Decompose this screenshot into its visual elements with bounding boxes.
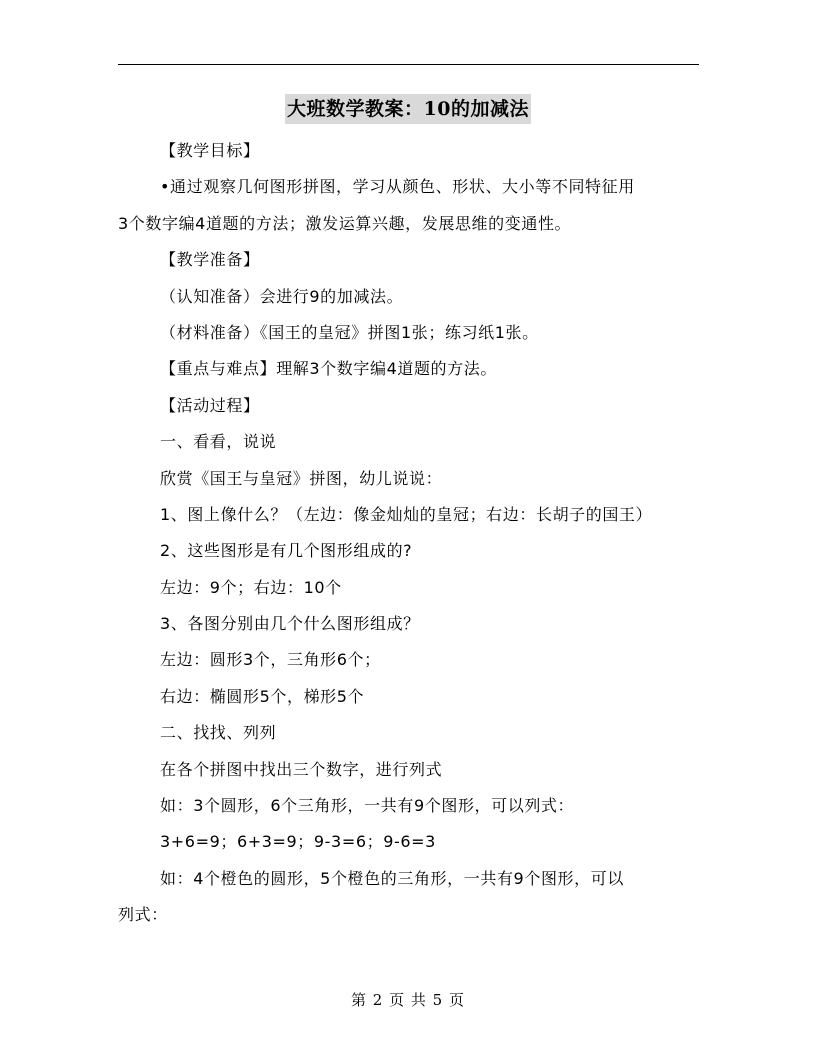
subheading-look-and-say: 一、看看，说说 bbox=[160, 432, 277, 452]
section-heading-preparation: 【教学准备】 bbox=[160, 250, 260, 270]
header-rule bbox=[118, 64, 699, 65]
paragraph-answer-3-right: 右边：椭圆形5个，梯形5个 bbox=[160, 686, 365, 706]
paragraph-material-prep: （材料准备）《国王的皇冠》拼图1张；练习纸1张。 bbox=[160, 322, 539, 342]
title-container bbox=[0, 94, 816, 124]
list-item-question-1: 1、图上像什么？（左边：像金灿灿的皇冠；右边：长胡子的国王） bbox=[160, 504, 653, 524]
paragraph-example-1: 如：3个圆形，6个三角形，一共有9个图形，可以列式： bbox=[160, 796, 575, 816]
document-body bbox=[118, 133, 699, 934]
paragraph-cognitive-prep: （认知准备）会进行9的加减法。 bbox=[160, 286, 404, 306]
section-heading-goals: 【教学目标】 bbox=[160, 141, 260, 160]
list-item-question-3: 3、各图分别由几个什么图形组成？ bbox=[160, 614, 420, 634]
paragraph-key-points: 【重点与难点】理解3个数字编4道题的方法。 bbox=[160, 359, 497, 379]
paragraph-goal-line-1: •通过观察几何图形拼图，学习从颜色、形状、大小等不同特征用 bbox=[160, 177, 635, 197]
list-item-question-2: 2、这些图形是有几个图形组成的? bbox=[160, 541, 413, 561]
page-footer: 第 2 页 共 5 页 bbox=[351, 991, 465, 1009]
paragraph-example-2-continued: 列式： bbox=[118, 905, 168, 925]
paragraph-goal-line-2: 3个数字编4道题的方法；激发运算兴趣，发展思维的变通性。 bbox=[118, 213, 572, 233]
paragraph-example-1-equations: 3+6=9；6+3=9；9-3=6；9-6=3 bbox=[160, 832, 436, 852]
paragraph-answer-2: 左边：9个；右边：10个 bbox=[160, 577, 342, 597]
section-heading-process: 【活动过程】 bbox=[160, 395, 260, 415]
subheading-find-and-list: 二、找找、列列 bbox=[160, 723, 277, 743]
paragraph-find-numbers: 在各个拼图中找出三个数字，进行列式 bbox=[160, 759, 443, 779]
document-title: 大班数学教案：10的加减法 bbox=[285, 94, 531, 124]
paragraph-example-2: 如：4个橙色的圆形，5个橙色的三角形，一共有9个图形，可以 bbox=[160, 868, 624, 888]
paragraph-appreciate: 欣赏《国王与皇冠》拼图，幼儿说说： bbox=[160, 468, 443, 488]
paragraph-answer-3-left: 左边：圆形3个，三角形6个； bbox=[160, 650, 381, 670]
